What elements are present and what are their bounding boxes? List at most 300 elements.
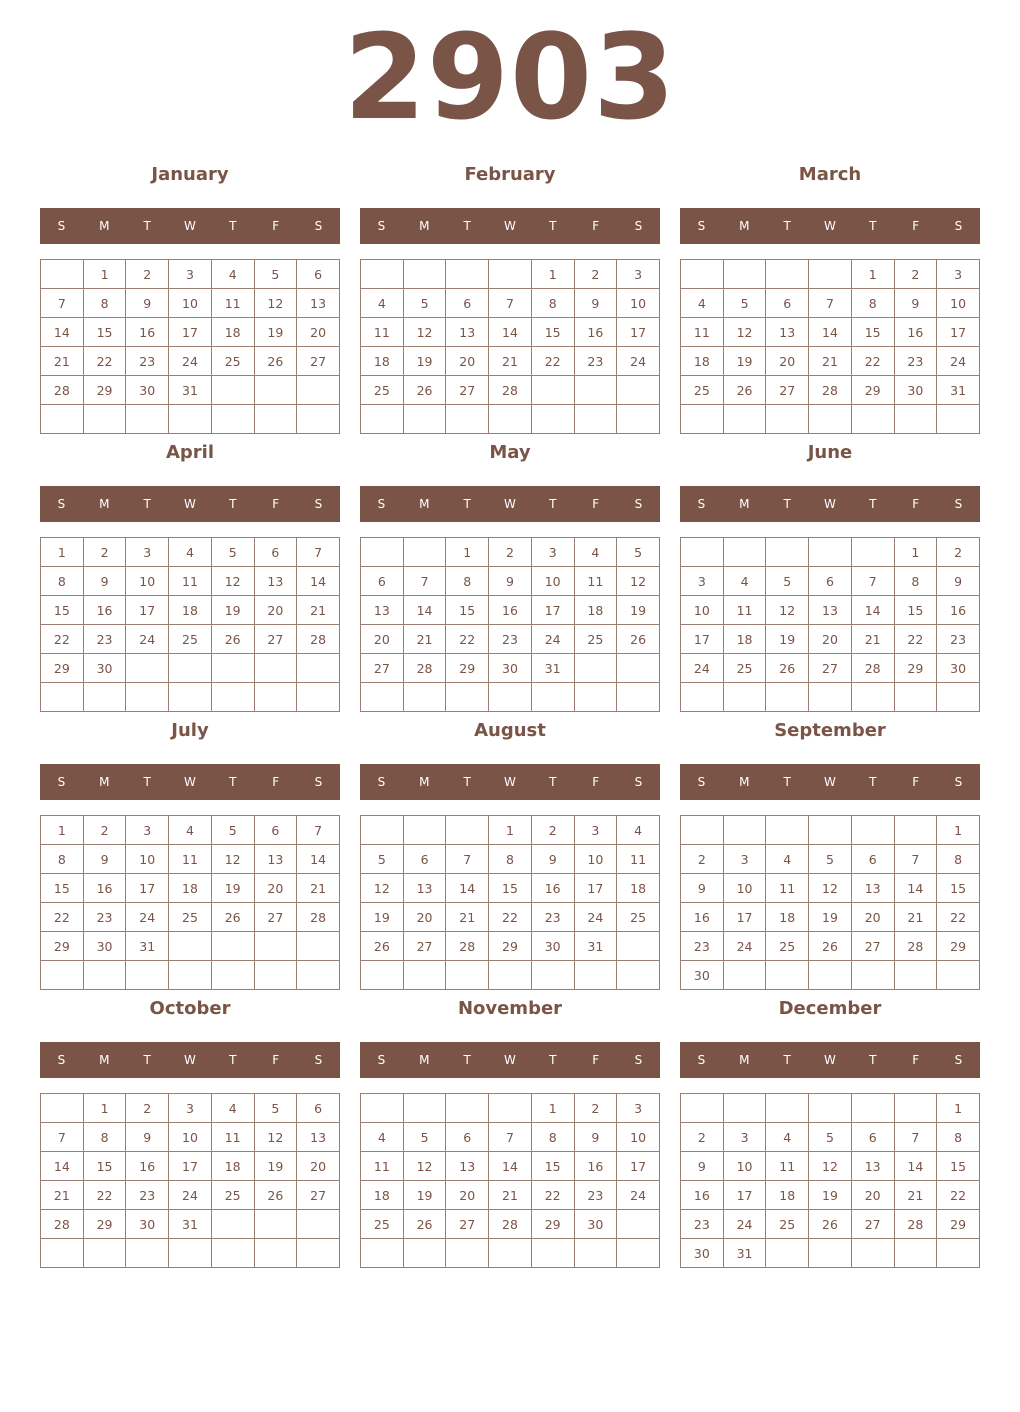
day-cell: 24: [937, 347, 980, 376]
day-cell: 17: [937, 318, 980, 347]
empty-day-cell: [41, 961, 84, 990]
week-row: [361, 596, 660, 625]
day-cell: 5: [809, 1123, 852, 1152]
weekday-header: [40, 1042, 340, 1078]
day-cell: 30: [574, 1210, 617, 1239]
week-row: [361, 405, 660, 434]
day-cell: 17: [531, 596, 574, 625]
empty-day-cell: [851, 405, 894, 434]
week-row: [41, 567, 340, 596]
day-cell: 13: [851, 1152, 894, 1181]
day-cell: 26: [361, 932, 404, 961]
day-grid: [40, 815, 340, 990]
day-grid: [40, 1093, 340, 1268]
day-cell: 6: [446, 1123, 489, 1152]
day-cell: 7: [403, 567, 446, 596]
empty-day-cell: [254, 961, 297, 990]
empty-day-cell: [681, 538, 724, 567]
empty-day-cell: [489, 260, 532, 289]
day-cell: 1: [937, 1094, 980, 1123]
empty-day-cell: [254, 405, 297, 434]
empty-day-cell: [531, 376, 574, 405]
day-cell: 17: [723, 1181, 766, 1210]
weekday-label: T: [869, 219, 877, 233]
day-cell: 16: [83, 874, 126, 903]
week-row: [681, 318, 980, 347]
empty-day-cell: [681, 405, 724, 434]
weekday-label: M: [99, 219, 110, 233]
day-cell: 3: [937, 260, 980, 289]
week-row: [41, 1123, 340, 1152]
empty-day-cell: [297, 1210, 340, 1239]
day-cell: 3: [617, 260, 660, 289]
day-cell: 27: [403, 932, 446, 961]
day-cell: 13: [361, 596, 404, 625]
day-cell: 21: [297, 596, 340, 625]
empty-day-cell: [894, 961, 937, 990]
day-cell: 5: [723, 289, 766, 318]
day-cell: 14: [894, 874, 937, 903]
weekday-label: M: [739, 219, 750, 233]
day-cell: 29: [83, 1210, 126, 1239]
empty-day-cell: [851, 538, 894, 567]
day-cell: 4: [574, 538, 617, 567]
weekday-label: W: [504, 775, 516, 789]
week-row: [681, 625, 980, 654]
day-cell: 6: [297, 1094, 340, 1123]
weekday-label: S: [634, 1053, 643, 1067]
empty-day-cell: [446, 961, 489, 990]
day-cell: 2: [574, 260, 617, 289]
day-cell: 14: [489, 1152, 532, 1181]
empty-day-cell: [403, 1094, 446, 1123]
day-cell: 7: [894, 1123, 937, 1152]
empty-day-cell: [766, 538, 809, 567]
day-cell: 1: [446, 538, 489, 567]
empty-day-cell: [937, 405, 980, 434]
weekday-label: T: [783, 219, 791, 233]
week-row: [41, 932, 340, 961]
empty-day-cell: [211, 683, 254, 712]
empty-day-cell: [723, 405, 766, 434]
day-cell: 7: [41, 1123, 84, 1152]
day-cell: 22: [531, 1181, 574, 1210]
day-cell: 4: [766, 1123, 809, 1152]
empty-day-cell: [169, 961, 212, 990]
week-row: [41, 1210, 340, 1239]
week-row: [681, 845, 980, 874]
weekday-label: F: [592, 219, 600, 233]
day-cell: 5: [403, 1123, 446, 1152]
day-cell: 26: [254, 347, 297, 376]
empty-day-cell: [617, 1239, 660, 1268]
day-cell: 3: [169, 260, 212, 289]
empty-day-cell: [723, 538, 766, 567]
day-cell: 14: [446, 874, 489, 903]
weekday-label: T: [869, 1053, 877, 1067]
day-cell: 7: [489, 1123, 532, 1152]
week-row: [41, 625, 340, 654]
day-grid: [40, 259, 340, 434]
day-cell: 23: [126, 1181, 169, 1210]
empty-day-cell: [446, 405, 489, 434]
day-cell: 3: [169, 1094, 212, 1123]
day-cell: 6: [297, 260, 340, 289]
day-cell: 4: [211, 1094, 254, 1123]
empty-day-cell: [894, 816, 937, 845]
weekday-label: S: [954, 775, 963, 789]
day-cell: 25: [361, 376, 404, 405]
weekday-label: T: [229, 497, 237, 511]
week-row: [681, 932, 980, 961]
weekday-label: M: [419, 775, 430, 789]
day-cell: 2: [531, 816, 574, 845]
day-cell: 9: [83, 567, 126, 596]
empty-day-cell: [403, 538, 446, 567]
weekday-header: [40, 486, 340, 522]
empty-day-cell: [297, 405, 340, 434]
empty-day-cell: [766, 961, 809, 990]
week-row: [361, 683, 660, 712]
empty-day-cell: [531, 1239, 574, 1268]
day-cell: 17: [681, 625, 724, 654]
week-row: [681, 347, 980, 376]
empty-day-cell: [851, 961, 894, 990]
day-cell: 16: [83, 596, 126, 625]
day-cell: 29: [851, 376, 894, 405]
week-row: [41, 347, 340, 376]
week-row: [41, 538, 340, 567]
day-cell: 26: [403, 376, 446, 405]
day-cell: 25: [169, 903, 212, 932]
day-cell: 14: [41, 318, 84, 347]
day-cell: 23: [937, 625, 980, 654]
day-cell: 23: [531, 903, 574, 932]
day-cell: 30: [126, 1210, 169, 1239]
empty-day-cell: [126, 961, 169, 990]
empty-day-cell: [894, 1239, 937, 1268]
day-cell: 9: [894, 289, 937, 318]
empty-day-cell: [809, 683, 852, 712]
empty-day-cell: [41, 260, 84, 289]
day-cell: 24: [617, 1181, 660, 1210]
day-cell: 12: [254, 1123, 297, 1152]
weekday-label: T: [143, 775, 151, 789]
weekday-label: S: [57, 497, 66, 511]
day-cell: 15: [937, 874, 980, 903]
week-row: [361, 376, 660, 405]
empty-day-cell: [361, 405, 404, 434]
day-cell: 19: [723, 347, 766, 376]
week-row: [41, 405, 340, 434]
day-cell: 1: [83, 1094, 126, 1123]
empty-day-cell: [361, 961, 404, 990]
empty-day-cell: [809, 405, 852, 434]
weekday-label: S: [377, 497, 386, 511]
empty-day-cell: [403, 1239, 446, 1268]
day-cell: 28: [41, 1210, 84, 1239]
day-grid: [360, 259, 660, 434]
day-cell: 12: [723, 318, 766, 347]
day-cell: 13: [809, 596, 852, 625]
weekday-label: W: [504, 497, 516, 511]
empty-day-cell: [446, 1239, 489, 1268]
empty-day-cell: [489, 961, 532, 990]
month-name: October: [149, 998, 231, 1019]
day-cell: 10: [574, 845, 617, 874]
empty-day-cell: [531, 683, 574, 712]
day-cell: 9: [681, 1152, 724, 1181]
day-cell: 16: [531, 874, 574, 903]
day-cell: 6: [361, 567, 404, 596]
empty-day-cell: [254, 932, 297, 961]
empty-day-cell: [574, 405, 617, 434]
weekday-label: M: [419, 497, 430, 511]
empty-day-cell: [41, 683, 84, 712]
day-cell: 4: [361, 289, 404, 318]
day-cell: 19: [403, 347, 446, 376]
day-cell: 24: [681, 654, 724, 683]
empty-day-cell: [297, 654, 340, 683]
day-cell: 16: [126, 318, 169, 347]
day-grid: [360, 1093, 660, 1268]
day-cell: 15: [894, 596, 937, 625]
empty-day-cell: [617, 932, 660, 961]
day-cell: 6: [851, 1123, 894, 1152]
weekday-label: T: [463, 775, 471, 789]
week-row: [681, 874, 980, 903]
weekday-label: S: [954, 219, 963, 233]
day-cell: 29: [41, 654, 84, 683]
day-cell: 9: [681, 874, 724, 903]
day-cell: 7: [894, 845, 937, 874]
day-cell: 11: [361, 318, 404, 347]
day-cell: 15: [41, 596, 84, 625]
year-title: 2903: [343, 8, 677, 146]
empty-day-cell: [446, 683, 489, 712]
day-cell: 26: [211, 903, 254, 932]
day-cell: 4: [723, 567, 766, 596]
day-cell: 18: [681, 347, 724, 376]
day-cell: 3: [126, 538, 169, 567]
weekday-label: S: [697, 497, 706, 511]
week-row: [41, 1152, 340, 1181]
day-cell: 25: [361, 1210, 404, 1239]
weekday-header: [40, 208, 340, 244]
weekday-label: S: [377, 219, 386, 233]
empty-day-cell: [169, 654, 212, 683]
day-cell: 30: [83, 932, 126, 961]
day-cell: 22: [83, 1181, 126, 1210]
week-row: [361, 1152, 660, 1181]
empty-day-cell: [169, 1239, 212, 1268]
empty-day-cell: [169, 405, 212, 434]
day-cell: 25: [169, 625, 212, 654]
day-cell: 24: [723, 1210, 766, 1239]
empty-day-cell: [574, 1239, 617, 1268]
day-cell: 12: [211, 845, 254, 874]
empty-day-cell: [766, 683, 809, 712]
empty-day-cell: [617, 654, 660, 683]
day-cell: 5: [403, 289, 446, 318]
day-cell: 5: [361, 845, 404, 874]
weekday-label: S: [314, 497, 323, 511]
day-cell: 26: [403, 1210, 446, 1239]
day-cell: 9: [574, 1123, 617, 1152]
empty-day-cell: [574, 683, 617, 712]
week-row: [41, 260, 340, 289]
empty-day-cell: [489, 1239, 532, 1268]
day-cell: 14: [297, 845, 340, 874]
day-cell: 30: [937, 654, 980, 683]
day-cell: 18: [361, 347, 404, 376]
day-cell: 19: [254, 318, 297, 347]
weekday-label: S: [697, 219, 706, 233]
day-cell: 17: [574, 874, 617, 903]
day-cell: 26: [254, 1181, 297, 1210]
empty-day-cell: [531, 961, 574, 990]
day-cell: 4: [681, 289, 724, 318]
day-cell: 6: [851, 845, 894, 874]
day-cell: 17: [617, 318, 660, 347]
empty-day-cell: [766, 405, 809, 434]
weekday-label: F: [272, 497, 280, 511]
weekday-label: T: [549, 497, 557, 511]
day-cell: 16: [681, 1181, 724, 1210]
day-cell: 13: [446, 318, 489, 347]
week-row: [681, 1152, 980, 1181]
weekday-label: W: [824, 497, 836, 511]
empty-day-cell: [403, 260, 446, 289]
month-name: January: [151, 164, 229, 185]
week-row: [681, 961, 980, 990]
day-cell: 11: [617, 845, 660, 874]
empty-day-cell: [446, 1094, 489, 1123]
day-cell: 10: [169, 289, 212, 318]
day-cell: 28: [894, 1210, 937, 1239]
empty-day-cell: [574, 654, 617, 683]
day-cell: 12: [809, 874, 852, 903]
day-cell: 18: [169, 596, 212, 625]
day-cell: 6: [254, 816, 297, 845]
week-row: [361, 1239, 660, 1268]
day-cell: 4: [169, 538, 212, 567]
empty-day-cell: [211, 1210, 254, 1239]
day-grid: [360, 537, 660, 712]
day-cell: 6: [403, 845, 446, 874]
day-cell: 3: [617, 1094, 660, 1123]
day-cell: 14: [403, 596, 446, 625]
day-cell: 17: [617, 1152, 660, 1181]
day-cell: 18: [617, 874, 660, 903]
week-row: [681, 289, 980, 318]
day-cell: 3: [681, 567, 724, 596]
day-cell: 21: [489, 1181, 532, 1210]
empty-day-cell: [809, 1094, 852, 1123]
empty-day-cell: [617, 683, 660, 712]
empty-day-cell: [489, 683, 532, 712]
day-cell: 4: [617, 816, 660, 845]
empty-day-cell: [723, 961, 766, 990]
day-cell: 27: [766, 376, 809, 405]
day-cell: 1: [489, 816, 532, 845]
day-cell: 3: [574, 816, 617, 845]
day-cell: 18: [766, 903, 809, 932]
day-cell: 26: [617, 625, 660, 654]
day-cell: 29: [489, 932, 532, 961]
empty-day-cell: [403, 961, 446, 990]
week-row: [681, 538, 980, 567]
day-cell: 16: [574, 318, 617, 347]
empty-day-cell: [617, 961, 660, 990]
day-cell: 23: [574, 347, 617, 376]
week-row: [681, 683, 980, 712]
weekday-header: [680, 486, 980, 522]
day-grid: [680, 259, 980, 434]
day-cell: 8: [83, 1123, 126, 1152]
weekday-label: T: [869, 497, 877, 511]
week-row: [681, 816, 980, 845]
empty-day-cell: [254, 683, 297, 712]
day-cell: 29: [531, 1210, 574, 1239]
day-cell: 4: [361, 1123, 404, 1152]
day-cell: 18: [574, 596, 617, 625]
day-cell: 12: [766, 596, 809, 625]
day-cell: 2: [681, 1123, 724, 1152]
weekday-label: S: [57, 219, 66, 233]
empty-day-cell: [254, 376, 297, 405]
week-row: [361, 538, 660, 567]
empty-day-cell: [211, 1239, 254, 1268]
empty-day-cell: [254, 654, 297, 683]
day-cell: 21: [894, 1181, 937, 1210]
day-cell: 17: [126, 596, 169, 625]
day-cell: 7: [446, 845, 489, 874]
empty-day-cell: [254, 1239, 297, 1268]
day-cell: 24: [126, 903, 169, 932]
day-cell: 5: [254, 260, 297, 289]
day-cell: 15: [83, 318, 126, 347]
weekday-header: [360, 486, 660, 522]
day-cell: 26: [211, 625, 254, 654]
weekday-label: M: [739, 775, 750, 789]
weekday-label: T: [549, 775, 557, 789]
day-cell: 29: [894, 654, 937, 683]
day-cell: 28: [41, 376, 84, 405]
weekday-label: F: [272, 1053, 280, 1067]
week-row: [361, 903, 660, 932]
empty-day-cell: [297, 683, 340, 712]
day-cell: 30: [531, 932, 574, 961]
empty-day-cell: [574, 961, 617, 990]
day-cell: 3: [531, 538, 574, 567]
weekday-label: T: [463, 1053, 471, 1067]
empty-day-cell: [403, 816, 446, 845]
weekday-label: M: [419, 219, 430, 233]
day-cell: 14: [41, 1152, 84, 1181]
day-cell: 12: [403, 1152, 446, 1181]
day-cell: 9: [574, 289, 617, 318]
day-cell: 23: [894, 347, 937, 376]
day-cell: 21: [851, 625, 894, 654]
day-cell: 5: [211, 816, 254, 845]
day-cell: 18: [211, 318, 254, 347]
week-row: [681, 1094, 980, 1123]
day-cell: 28: [297, 625, 340, 654]
day-cell: 11: [681, 318, 724, 347]
empty-day-cell: [617, 376, 660, 405]
day-cell: 13: [254, 567, 297, 596]
